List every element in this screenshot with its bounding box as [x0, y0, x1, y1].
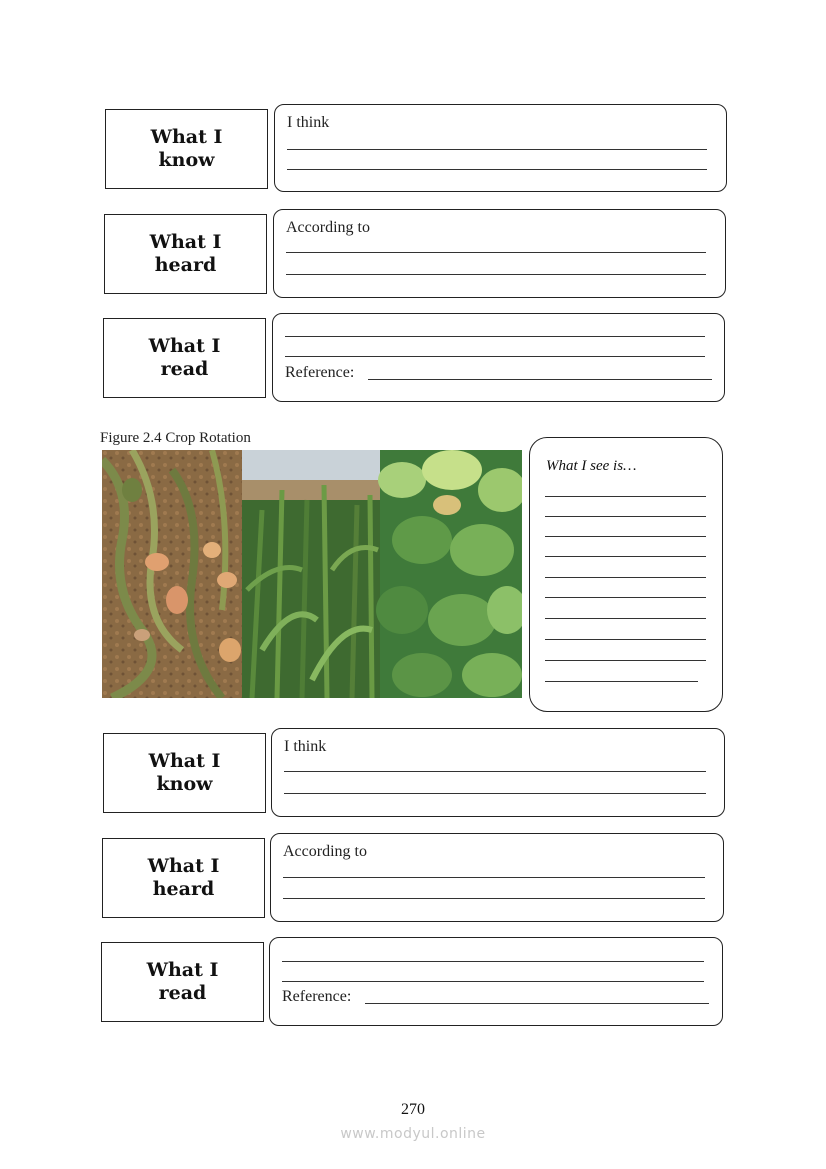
writing-line[interactable]: [545, 660, 706, 661]
label-what-i-read: [103, 318, 266, 398]
reference-line[interactable]: [365, 1003, 709, 1004]
answer-box-heard[interactable]: [273, 209, 726, 298]
answer-box-read[interactable]: [269, 937, 723, 1026]
reference-line[interactable]: [368, 379, 712, 380]
what-i-see-title: What I see is…: [546, 458, 637, 474]
label-what-i-heard: [104, 214, 267, 294]
prompt-text: According to: [286, 219, 370, 236]
label-text: What I read: [146, 959, 219, 1004]
writing-line[interactable]: [287, 149, 707, 150]
writing-line[interactable]: [285, 356, 705, 357]
answer-box-heard[interactable]: [270, 833, 724, 922]
what-i-see-box[interactable]: [529, 437, 723, 712]
prompt-text: According to: [283, 843, 367, 860]
writing-line[interactable]: [283, 898, 705, 899]
label-text: What I read: [148, 335, 221, 380]
reference-label: Reference:: [285, 364, 355, 381]
crop-rotation-photo: [102, 450, 522, 698]
writing-line[interactable]: [545, 681, 698, 682]
writing-line[interactable]: [545, 618, 706, 619]
writing-line[interactable]: [285, 336, 705, 337]
prompt-text: I think: [284, 738, 327, 755]
prompt-text: I think: [287, 114, 330, 131]
page-number: 270: [401, 1101, 425, 1118]
answer-box-read[interactable]: [272, 313, 725, 402]
reference-label: Reference:: [282, 988, 352, 1005]
peanut-crop-panel: [102, 450, 242, 698]
writing-line[interactable]: [283, 877, 705, 878]
writing-line[interactable]: [545, 577, 706, 578]
writing-line[interactable]: [545, 536, 706, 537]
figure-caption: Figure 2.4 Crop Rotation: [100, 430, 251, 446]
label-what-i-know: [105, 109, 268, 189]
writing-line[interactable]: [545, 597, 706, 598]
writing-line[interactable]: [545, 639, 706, 640]
label-what-i-read: [101, 942, 264, 1022]
writing-line[interactable]: [545, 496, 706, 497]
label-text: What I heard: [149, 231, 222, 276]
writing-line[interactable]: [284, 771, 706, 772]
answer-box-know[interactable]: [271, 728, 725, 817]
writing-line[interactable]: [282, 961, 704, 962]
label-what-i-know: [103, 733, 266, 813]
answer-box-know[interactable]: [274, 104, 727, 192]
writing-line[interactable]: [286, 252, 706, 253]
label-text: What I know: [150, 126, 223, 171]
label-text: What I heard: [147, 855, 220, 900]
writing-line[interactable]: [282, 981, 704, 982]
label-what-i-heard: [102, 838, 265, 918]
writing-line[interactable]: [545, 516, 706, 517]
writing-line[interactable]: [545, 556, 706, 557]
soybean-crop-panel: [376, 450, 522, 698]
writing-line[interactable]: [286, 274, 706, 275]
writing-line[interactable]: [284, 793, 706, 794]
writing-line[interactable]: [287, 169, 707, 170]
corn-crop-panel: [242, 450, 380, 698]
label-text: What I know: [148, 750, 221, 795]
watermark-text: www.modyul.online: [340, 1126, 486, 1142]
